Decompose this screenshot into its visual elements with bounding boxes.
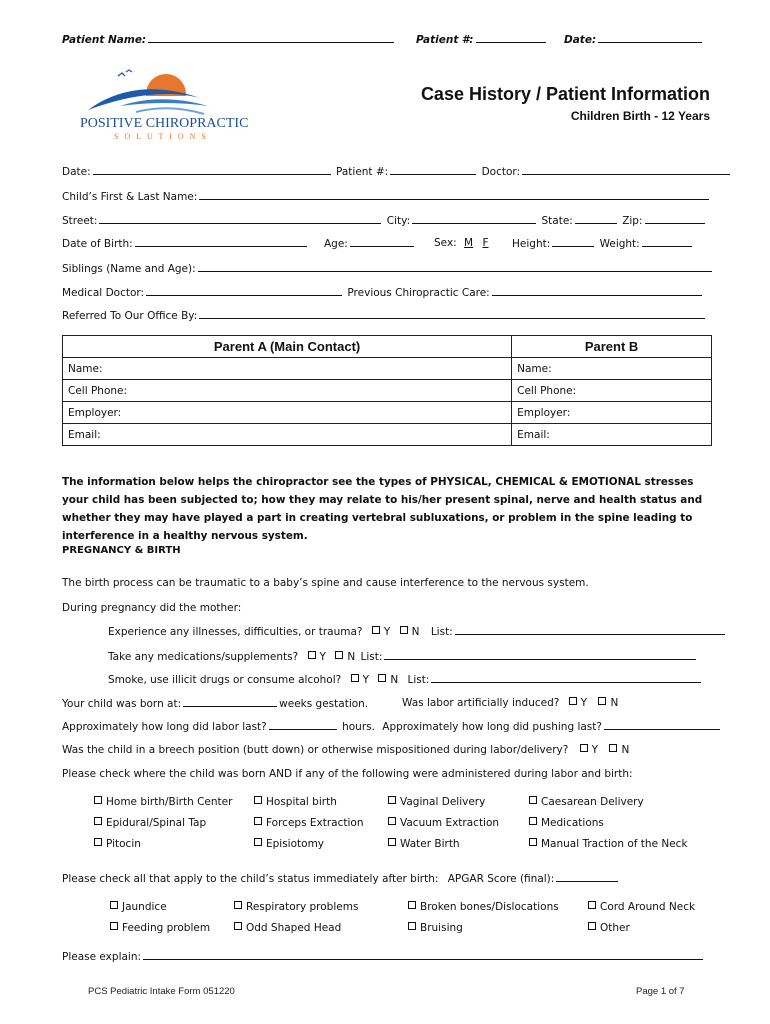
- logo-subname: S O L U T I O N S: [114, 132, 208, 141]
- status-respiratory[interactable]: Respiratory problems: [234, 901, 358, 913]
- opt-episiotomy[interactable]: Episiotomy: [254, 838, 324, 850]
- parent-a-employer[interactable]: Employer:: [63, 402, 512, 424]
- footer-form-id: PCS Pediatric Intake Form 051220: [88, 986, 235, 997]
- dob-label: Date of Birth:: [62, 238, 133, 250]
- apgar-label: APGAR Score (final):: [447, 873, 555, 885]
- q-illness-no[interactable]: N: [400, 626, 420, 638]
- dob-field[interactable]: [135, 237, 307, 247]
- explain-label: Please explain:: [62, 951, 142, 963]
- check-where-text: Please check where the child was born AND if any of the following were administered during labor and birth:: [62, 768, 633, 780]
- zip-field[interactable]: [645, 214, 705, 224]
- q-illness-row: [108, 625, 727, 638]
- age-label: Age:: [324, 238, 348, 250]
- status-prompt: Please check all that apply to the child’s status immediately after birth:: [62, 873, 439, 885]
- prev-chiro-field[interactable]: [492, 286, 702, 296]
- parent-b-header: Parent B: [512, 336, 712, 358]
- apgar-field[interactable]: [556, 872, 618, 882]
- patient-name-field[interactable]: [148, 33, 394, 43]
- opt-hospital-birth[interactable]: Hospital birth: [254, 796, 337, 808]
- q-medication-no[interactable]: N: [335, 651, 355, 663]
- q-smoke-list-field[interactable]: [431, 673, 701, 683]
- header-date: [564, 33, 704, 46]
- row-medical: [62, 286, 704, 299]
- q-smoke-label: Smoke, use illicit drugs or consume alcohol?: [108, 674, 342, 686]
- q-illness-yes[interactable]: Y: [372, 626, 390, 638]
- age-field[interactable]: [350, 237, 414, 247]
- labor-length-row: [62, 720, 722, 733]
- labor-induced-label: Was labor artificially induced?: [402, 697, 560, 709]
- opt-caesarean[interactable]: Caesarean Delivery: [529, 796, 644, 808]
- pregnancy-heading: PREGNANCY & BIRTH: [62, 545, 181, 556]
- q-illness-list-field[interactable]: [455, 625, 725, 635]
- row-siblings: [62, 262, 714, 275]
- parent-b-name[interactable]: Name:: [512, 358, 712, 380]
- patient-no-field-2[interactable]: [390, 165, 476, 175]
- q-smoke-yes[interactable]: Y: [351, 674, 369, 686]
- doctor-field[interactable]: [522, 165, 730, 175]
- medical-doctor-field[interactable]: [146, 286, 342, 296]
- footer-page-number: Page 1 of 7: [636, 986, 685, 997]
- opt-vacuum[interactable]: Vacuum Extraction: [388, 817, 499, 829]
- status-cord-neck[interactable]: Cord Around Neck: [588, 901, 695, 913]
- pregnancy-intro: The birth process can be traumatic to a baby’s spine and cause interference to the nervous system.: [62, 577, 589, 589]
- weight-field[interactable]: [642, 237, 692, 247]
- sex-f-option[interactable]: F: [482, 237, 489, 249]
- pushing-last-field[interactable]: [604, 720, 720, 730]
- q-medication-list-label: List:: [360, 651, 383, 663]
- parent-a-email[interactable]: Email:: [63, 424, 512, 446]
- weeks-label: weeks gestation.: [279, 698, 369, 710]
- siblings-field[interactable]: [198, 262, 712, 272]
- logo-name: POSITIVE CHIROPRACTIC: [80, 116, 249, 131]
- born-at-label: Your child was born at:: [62, 698, 182, 710]
- opt-vaginal[interactable]: Vaginal Delivery: [388, 796, 485, 808]
- prev-chiro-label: Previous Chiropractic Care:: [347, 287, 490, 299]
- status-jaundice[interactable]: Jaundice: [110, 901, 167, 913]
- row-dob: [62, 237, 309, 250]
- child-name-field[interactable]: [199, 190, 709, 200]
- status-broken-bones[interactable]: Broken bones/Dislocations: [408, 901, 559, 913]
- opt-manual-traction[interactable]: Manual Traction of the Neck: [529, 838, 688, 850]
- parent-b-employer[interactable]: Employer:: [512, 402, 712, 424]
- opt-forceps[interactable]: Forceps Extraction: [254, 817, 363, 829]
- sex-label: Sex:: [434, 237, 457, 249]
- height-field[interactable]: [552, 237, 594, 247]
- header-patient-name: [62, 33, 396, 46]
- pregnancy-during: During pregnancy did the mother:: [62, 602, 242, 614]
- labor-last-label: Approximately how long did labor last?: [62, 721, 267, 733]
- q-medication-label: Take any medications/supplements?: [108, 651, 299, 663]
- row-age: [324, 237, 416, 250]
- medical-doctor-label: Medical Doctor:: [62, 287, 145, 299]
- parent-a-cell[interactable]: Cell Phone:: [63, 380, 512, 402]
- parent-a-name[interactable]: Name:: [63, 358, 512, 380]
- status-row: [62, 872, 620, 885]
- q-smoke-row: [108, 673, 703, 686]
- breech-row: [62, 744, 629, 756]
- opt-pitocin[interactable]: Pitocin: [94, 838, 141, 850]
- born-at-row: [62, 697, 368, 710]
- row-address: [62, 214, 707, 227]
- date-label: Date:: [62, 166, 91, 178]
- patient-no-label: Patient #:: [335, 166, 389, 178]
- status-bruising[interactable]: Bruising: [408, 922, 463, 934]
- parent-b-email[interactable]: Email:: [512, 424, 712, 446]
- status-feeding[interactable]: Feeding problem: [110, 922, 210, 934]
- parent-b-cell[interactable]: Cell Phone:: [512, 380, 712, 402]
- patient-no-field[interactable]: [476, 33, 546, 43]
- row-sex: [434, 237, 489, 249]
- born-at-field[interactable]: [183, 697, 277, 707]
- q-medication-list-field[interactable]: [384, 650, 696, 660]
- q-smoke-no[interactable]: N: [378, 674, 398, 686]
- row-child-name: [62, 190, 711, 203]
- q-medication-yes[interactable]: Y: [308, 651, 326, 663]
- header-date-label: Date:: [564, 34, 597, 46]
- hours-label: hours.: [342, 721, 375, 733]
- labor-last-field[interactable]: [269, 720, 337, 730]
- opt-water-birth[interactable]: Water Birth: [388, 838, 460, 850]
- q-illness-label: Experience any illnesses, difficulties, or trauma?: [108, 626, 363, 638]
- breech-label: Was the child in a breech position (butt down) or otherwise mispositioned during labor/delivery?: [62, 744, 569, 756]
- doctor-label: Doctor:: [481, 166, 521, 178]
- state-label: State:: [541, 215, 573, 227]
- header-patient-no: [416, 33, 548, 46]
- parent-a-header: Parent A (Main Contact): [63, 336, 512, 358]
- opt-medications[interactable]: Medications: [529, 817, 604, 829]
- header-date-field[interactable]: [598, 33, 702, 43]
- header-patient-name-label: Patient Name:: [62, 34, 147, 46]
- q-medication-row: [108, 650, 698, 663]
- height-label: Height:: [512, 238, 551, 250]
- siblings-label: Siblings (Name and Age):: [62, 263, 196, 275]
- referred-label: Referred To Our Office By:: [62, 310, 198, 322]
- state-field[interactable]: [575, 214, 617, 224]
- page-title: Case History / Patient Information: [420, 84, 710, 104]
- company-logo: [80, 66, 249, 146]
- q-illness-list-label: List:: [430, 626, 453, 638]
- date-field[interactable]: [93, 165, 331, 175]
- labor-induced-no[interactable]: N: [598, 697, 618, 709]
- parents-table: [62, 335, 712, 446]
- weight-label: Weight:: [599, 238, 640, 250]
- page-subtitle: Children Birth - 12 Years: [570, 109, 710, 123]
- labor-induced-yes[interactable]: Y: [569, 697, 587, 709]
- sex-m-option[interactable]: M: [464, 237, 474, 249]
- city-label: City:: [386, 215, 411, 227]
- row-referred: [62, 309, 707, 322]
- referred-field[interactable]: [199, 309, 705, 319]
- breech-no[interactable]: N: [609, 744, 629, 756]
- status-other[interactable]: Other: [588, 922, 630, 934]
- pushing-last-label: Approximately how long did pushing last?: [382, 721, 602, 733]
- child-name-label: Child’s First & Last Name:: [62, 191, 198, 203]
- row-height-weight: [512, 237, 694, 250]
- q-smoke-list-label: List:: [407, 674, 430, 686]
- breech-yes[interactable]: Y: [580, 744, 598, 756]
- opt-epidural[interactable]: Epidural/Spinal Tap: [94, 817, 206, 829]
- header-patient-no-label: Patient #:: [416, 34, 474, 46]
- row-date: [62, 165, 732, 178]
- opt-home-birth[interactable]: Home birth/Birth Center: [94, 796, 232, 808]
- explain-row: [62, 950, 705, 963]
- info-paragraph: The information below helps the chiropractor see the types of PHYSICAL, CHEMICAL & EMOTIONAL stresses your child has been subjected to; how they may relate to his/her present spinal, nerve and health status and whether they may have played a part in creating vertebral subluxations, or problem in the spine leading to interference in a healthy nervous system.: [62, 476, 703, 542]
- explain-field[interactable]: [143, 950, 703, 960]
- street-field[interactable]: [99, 214, 381, 224]
- street-label: Street:: [62, 215, 98, 227]
- city-field[interactable]: [412, 214, 536, 224]
- labor-induced-row: [402, 697, 618, 709]
- status-odd-head[interactable]: Odd Shaped Head: [234, 922, 341, 934]
- zip-label: Zip:: [622, 215, 643, 227]
